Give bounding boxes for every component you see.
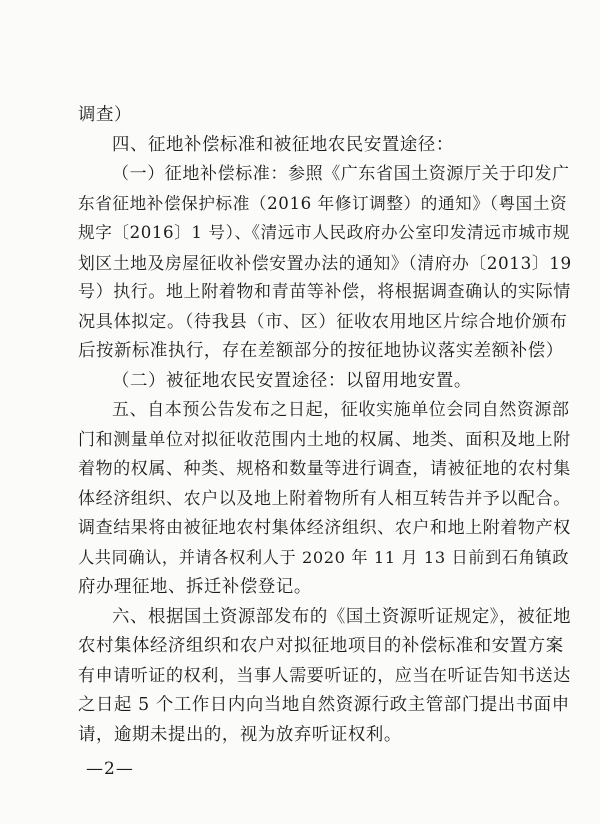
text-line: 六、根据国土资源部发布的《国土资源听证规定》，被征地 (112, 606, 572, 627)
text-line: 府办理征地、拆迁补偿登记。 (78, 577, 312, 597)
text-line: 请，逾期未提出的，视为放弃听证权利。 (78, 724, 402, 745)
text-line: 农村集体经济组织和农户对拟征地项目的补偿标准和安置方案 (78, 636, 564, 656)
text-line: 号）执行。地上附着物和青苗等补偿，将根据调查确认的实际情 (78, 282, 571, 302)
text-line: 调查） (78, 105, 132, 125)
text-line: 划区土地及房屋征收补偿安置办法的通知》（清府办〔2013〕19 (78, 252, 572, 273)
text-line: 人共同确认，并请各权利人于 2020 年 11 月 13 日前到石角镇政 (78, 547, 569, 567)
text-line: 规字〔2016〕1 号）、《清远市人民政府办公室印发清远市城市规 (78, 223, 571, 242)
text-line: 五、自本预公告发布之日起，征收实施单位会同自然资源部 (112, 400, 570, 420)
text-line: 调查结果将由被征地农村集体经济组织、农户和地上附着物产权 (78, 518, 571, 538)
text-line: 门和测量单位对拟征收范围内土地的权属、地类、面积及地上附 (78, 429, 571, 450)
section-heading: 四、征地补偿标准和被征地农民安置途径： (112, 134, 454, 155)
text-line: 体经济组织、农户以及地上附着物所有人相互转告并予以配合。 (78, 488, 571, 509)
text-line: 东省征地补偿保护标准（2016 年修订调整）的通知》（粤国土资 (78, 193, 568, 213)
text-line: （一）征地补偿标准：参照《广东省国土资源厅关于印发广 (112, 164, 570, 184)
page-number: —2— (86, 758, 134, 779)
text-line: 有申请听证的权利，当事人需要听证的，应当在听证告知书送达 (78, 665, 571, 686)
text-line: 着物的权属、种类、规格和数量等进行调查，请被征地的农村集 (78, 459, 571, 479)
text-line: （二）被征地农民安置途径：以留用地安置。 (112, 370, 472, 391)
text-line: 之日起 5 个工作日内向当地自然资源行政主管部门提出书面申 (78, 695, 570, 715)
text-line: 后按新标准执行，存在差额部分的按征地协议落实差额补偿） (78, 341, 564, 361)
text-line: 况具体拟定。（待我县（市、区）征收农用地区片综合地价颁布 (78, 311, 568, 332)
